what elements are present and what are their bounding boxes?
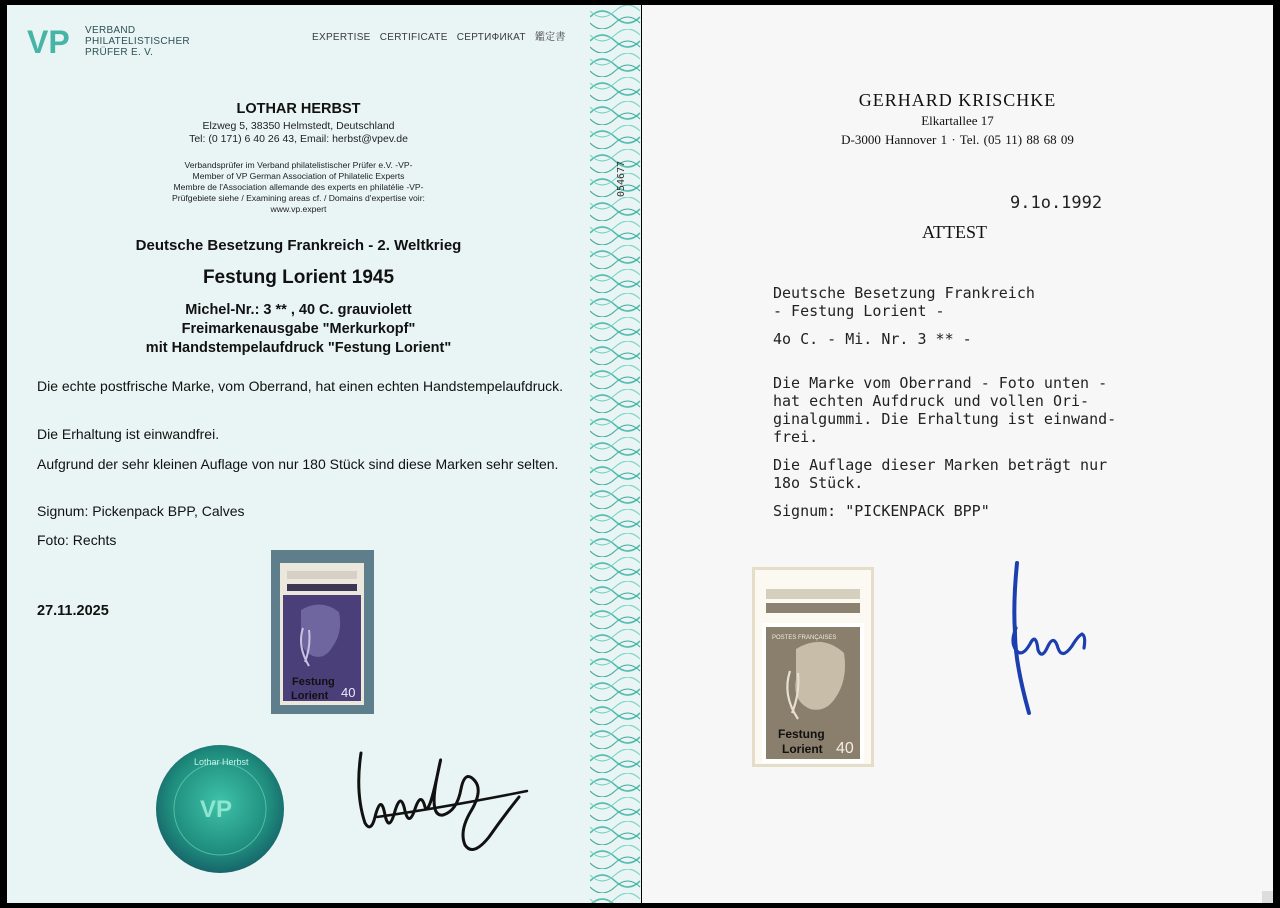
signum-line: Signum: Pickenpack BPP, Calves — [37, 503, 245, 519]
expert-street: Elzweg 5, 38350 Helmstedt, Deutschland — [202, 120, 395, 132]
stamp-details — [7, 301, 590, 358]
membership-line: Prüfgebiete siehe / Examining areas cf. / Domains d'expertise voir: — [172, 193, 425, 203]
membership-statement — [7, 160, 590, 215]
hologram-text: Lothar Herbst — [194, 757, 249, 767]
stamp-image-right — [752, 567, 874, 767]
vp-logo-text: VP — [27, 24, 70, 60]
attest-line: Die Marke vom Oberrand - Foto unten - — [773, 374, 1108, 392]
expert-name: LOTHAR HERBST — [236, 101, 361, 117]
certificate-languages: EXPERTISE CERTIFICATE СЕРТИФИКАТ 鑑定書 — [312, 32, 566, 43]
stamp-overprint-line2-right: Lorient — [782, 742, 823, 756]
attest-title: ATTEST — [922, 222, 987, 242]
expert-contact: Tel: (0 171) 6 40 26 43, Email: herbst@vpev.de — [189, 133, 408, 145]
attest-line: ginalgummi. Die Erhaltung ist einwand- — [773, 410, 1117, 428]
overprint-description: mit Handstempelaufdruck "Festung Lorient" — [145, 340, 452, 356]
stamp-header-right: POSTES FRANÇAISES — [772, 635, 837, 641]
attest-line: Deutsche Besetzung Frankreich — [773, 284, 1035, 302]
stamp-overprint-line1: Festung — [292, 676, 335, 688]
guilloche-pattern — [590, 5, 641, 903]
vp-logo-icon — [25, 23, 77, 61]
condition-paragraph: Die Erhaltung ist einwandfrei. — [37, 426, 220, 442]
certificate-date: 27.11.2025 — [37, 603, 109, 619]
expert-address — [7, 120, 590, 146]
attest-signum-line: Signum: "PICKENPACK BPP" — [773, 502, 990, 520]
association-name-line: PRÜFER E. V. — [85, 47, 154, 58]
membership-line: Member of VP German Association of Philatelic Experts — [192, 171, 405, 181]
membership-line: Verbandsprüfer im Verband philatelistischer Prüfer e.V. -VP- — [184, 160, 413, 170]
stamp-overprint-line2: Lorient — [291, 690, 329, 702]
stamp-value: 40 — [341, 685, 356, 700]
hologram-logo: VP — [200, 796, 233, 823]
hologram-seal-icon — [154, 743, 286, 875]
right-certificate — [642, 5, 1273, 903]
attest-line: 4o C. - Mi. Nr. 3 ** - — [773, 330, 972, 348]
left-certificate — [7, 5, 590, 903]
stamp-image — [271, 550, 374, 714]
stamp-photo-background — [271, 550, 374, 714]
stamp-value-right: 40 — [836, 740, 854, 757]
certificate-title: Festung Lorient 1945 — [202, 267, 395, 288]
photo-reference: Foto: Rechts — [37, 532, 117, 548]
association-name-line: PHILATELISTISCHER — [85, 36, 190, 47]
attest-line: Die Auflage dieser Marken beträgt nur — [773, 456, 1108, 474]
membership-website: www.vp.expert — [270, 204, 327, 214]
attest-line: - Festung Lorient - — [773, 302, 945, 320]
expert-name-right: GERHARD KRISCHKE — [858, 90, 1057, 110]
catalogue-number: Michel-Nr.: 3 ** , 40 C. grauviolett — [185, 302, 412, 318]
attest-line: 18o Stück. — [773, 474, 864, 492]
stamp-overprint-line1-right: Festung — [778, 727, 825, 741]
expert-street-right: Elkartallee 17 — [921, 113, 994, 128]
expert-signature-right — [992, 558, 1092, 728]
attest-date: 9.1o.1992 — [1010, 193, 1103, 213]
serial-number: 054677 — [616, 160, 627, 197]
issue-name: Freimarkenausgabe "Merkurkopf" — [181, 321, 416, 337]
expert-address-right: D-3000 Hannover 1 · Tel. (05 11) 88 68 09 — [841, 132, 1074, 147]
stamp-area-subtitle: Deutsche Besetzung Frankreich - 2. Weltkrieg — [135, 237, 462, 254]
expert-signature-left — [347, 735, 547, 865]
attest-line: hat echten Aufdruck und vollen Ori- — [773, 392, 1090, 410]
membership-line: Membre de l'Association allemande des experts en philatélie -VP- — [173, 182, 424, 192]
association-name — [85, 25, 190, 58]
association-name-line: VERBAND — [85, 25, 136, 36]
genuineness-paragraph: Die echte postfrische Marke, vom Oberrand, hat einen echten Handstempelaufdruck. — [37, 378, 564, 394]
rarity-paragraph: Aufgrund der sehr kleinen Auflage von nur 180 Stück sind diese Marken sehr selten. — [37, 456, 559, 472]
attest-line: frei. — [773, 428, 819, 446]
security-pattern-strip — [590, 5, 641, 903]
page-corner — [1262, 891, 1273, 903]
